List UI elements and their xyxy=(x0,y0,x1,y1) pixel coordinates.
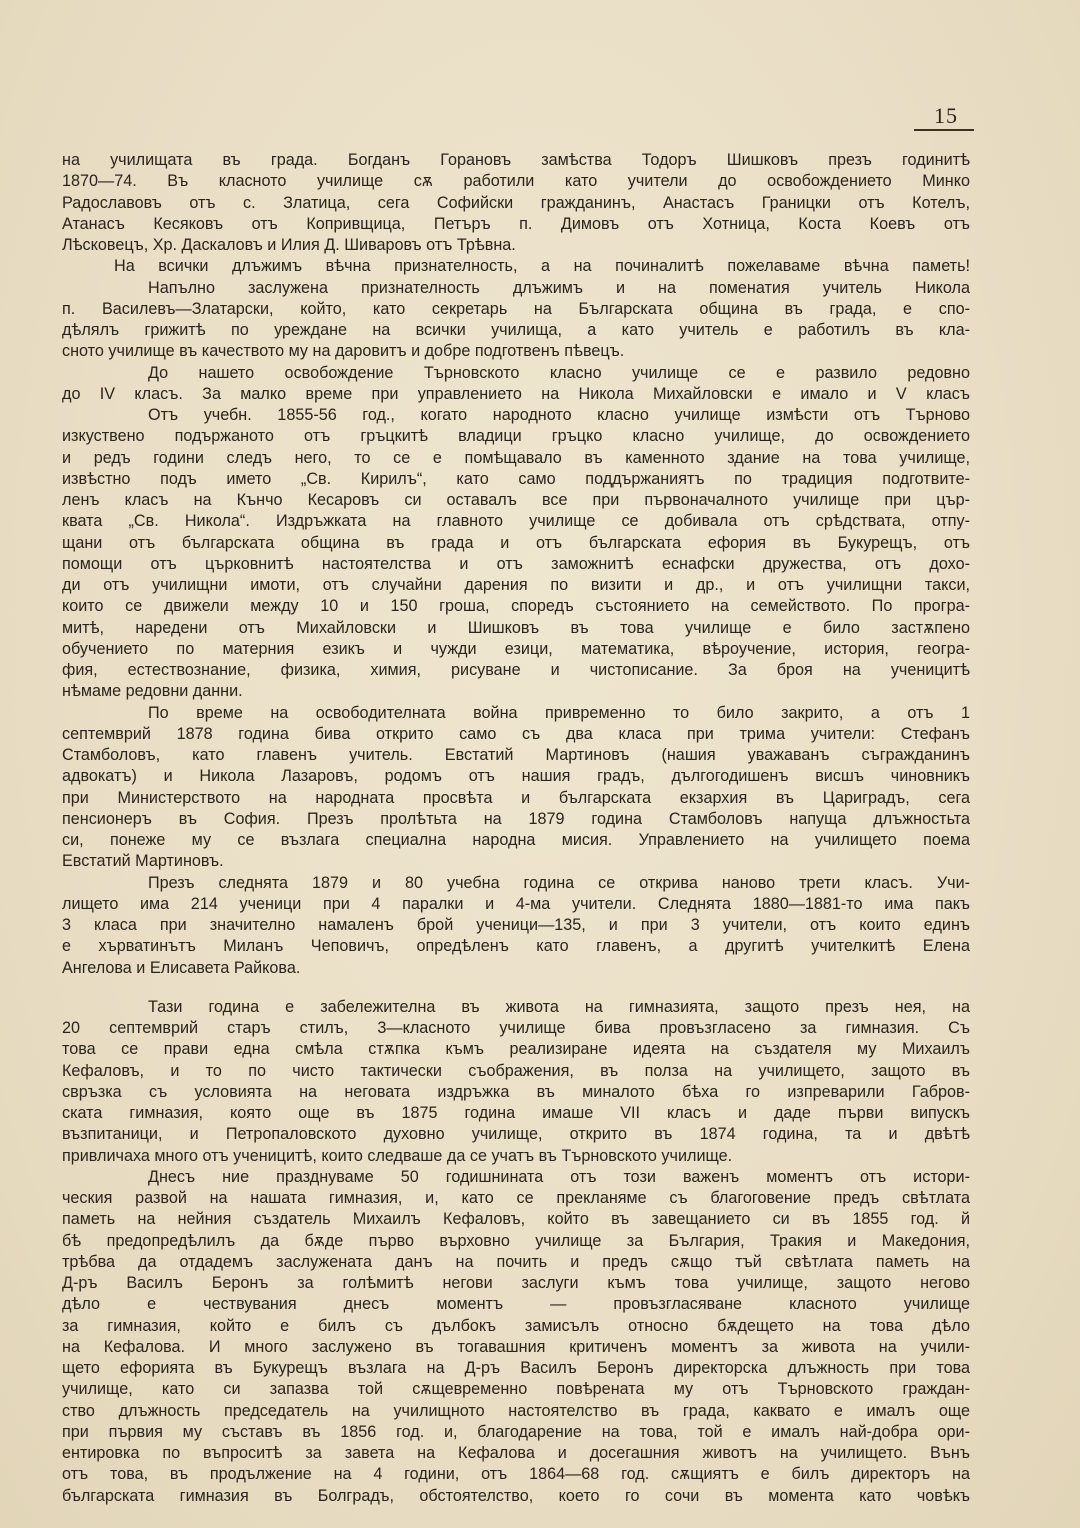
text-line: българската гимназия въ Болградъ, обстоятелство, което го сочи въ момента като човѣкъ xyxy=(62,1486,970,1505)
text-line: на Кефалова. И много заслужено въ тогавашния критиченъ моментъ за живота на учили- xyxy=(62,1337,970,1356)
text-line: възпитаници, и Петропаловското духовно училище, открито въ 1874 година, та и двѣтѣ xyxy=(62,1125,970,1144)
text-line: свръзка съ условията на неговата издръжка въ миналото бѣха го изпреварили Габров- xyxy=(62,1082,970,1101)
text-line: привличаха много отъ ученицитѣ, които следваше да се учатъ въ Търновското училище. xyxy=(62,1146,733,1165)
text-line: Стамболовъ, като главенъ учитель. Евстатий Мартиновъ (нашия уважаванъ съгражданинъ xyxy=(62,746,970,764)
text-line: щани отъ българската община въ града и отъ българската ефория въ Букурещъ, отъ xyxy=(62,533,970,552)
text-line: ската гимназия, която още въ 1875 година имаше VII класъ и даде първи випускъ xyxy=(62,1104,970,1122)
text-line: обучението по матерния езикъ и чужди езици, математика, вѣроучение, история, геогра- xyxy=(62,639,970,658)
text-line: сното училище въ качеството му на даровитъ и добре подготвенъ пѣвецъ. xyxy=(62,342,625,361)
text-line: На всички длъжимъ вѣчна признателность, а на починалитѣ пожелаваме вѣчна паметь! xyxy=(114,257,970,276)
text-line: дѣлялъ грижитѣ по уреждане на всички училища, а като учитель е работилъ въ кла- xyxy=(62,321,970,339)
text-line: и редъ години следъ него, то се е помѣщавало въ каменното здание на това училище, xyxy=(62,448,970,467)
text-line: извѣстно подъ името „Св. Кирилъ“, като само поддържаниятъ по традиция подготвите- xyxy=(62,469,970,488)
text-line: квата „Св. Никола“. Издръжката на главното училище се добивала отъ срѣдствата, отпу- xyxy=(62,512,970,531)
paragraph-gap xyxy=(62,979,970,997)
text-line: които се движели между 10 и 150 гроша, споредъ състоянието на семейството. По програ- xyxy=(62,597,970,616)
text-line: 20 септемврий старъ стилъ, 3—класното училище бива провъзгласено за гимназия. Съ xyxy=(62,1019,970,1037)
text-line: По време на освободителната война привременно то било закрито, а отъ 1 xyxy=(148,703,970,722)
text-line: бѣ предопредѣлилъ да бѫде първо върховно училище за България, Тракия и Македония, xyxy=(62,1231,970,1250)
text-line: До нашето освобождение Търновското класно училище се е развило редовно xyxy=(148,363,970,382)
text-line: трѣбва да отдадемъ заслужената данъ на почить и предъ сѫщо тъй свѣтлата паметь на xyxy=(62,1252,970,1271)
text-line: при първия му съставъ въ 1856 год. и, благодарение на това, той е ималъ най-добра ори- xyxy=(62,1422,970,1441)
text-line: помощи отъ църковнитѣ настоятелства и отъ заможнитѣ еснафски дружества, отъ дохо- xyxy=(62,554,970,573)
text-line: Евстатий Мартиновъ. xyxy=(62,852,224,871)
text-line: Днесъ ние празднуваме 50 годишнината отъ този важенъ моментъ отъ истори- xyxy=(148,1167,970,1186)
text-line: ство длъжность председатель на училищното настоятелство въ града, каквато е ималъ още xyxy=(62,1401,970,1420)
page-number-rule xyxy=(914,129,974,131)
text-line: септемврий 1878 година бива открито само съ два класа при трима учители: Стефанъ xyxy=(62,724,970,743)
text-line: щето ефорията въ Букурещъ възлага на Д-ръ Василъ Беронъ директорска длъжность при това xyxy=(62,1359,970,1377)
text-line: Кефаловъ, и то по чисто тактически съображения, въ полза на училището, защото въ xyxy=(62,1061,970,1080)
text-line: Презъ следнята 1879 и 80 учебна година се открива наново трети класъ. Учи- xyxy=(148,873,970,892)
body-text xyxy=(62,150,970,1507)
text-line: училище, като си запазва той сѫщевременно повѣрената му отъ Търновското граждан- xyxy=(62,1380,970,1399)
text-line: си, понеже му се възлага специална народна мисия. Управлението на училището поема xyxy=(62,831,970,849)
text-line: на училищата въ града. Богданъ Горановъ замѣства Тодоръ Шишковъ презъ годинитѣ xyxy=(62,151,970,169)
text-line: лището има 214 ученици при 4 паралки и 4-ма учители. Следнята 1880—1881-то има пакъ xyxy=(62,894,970,913)
text-line: Напълно заслужена признателность длъжимъ и на поменатия учитель Никола xyxy=(148,278,970,297)
text-line: митѣ, наредени отъ Михайловски и Шишковъ въ това училище е било застѫпено xyxy=(62,618,970,637)
text-line: пенсионеръ въ София. Презъ пролѣтьта на 1879 година Стамболовъ напуща длъжностьта xyxy=(62,809,970,828)
text-line: дѣло е чествувания днесъ моментъ — провъзгласяване класното училище xyxy=(62,1295,970,1314)
text-line: адвокатъ) и Никола Лазаровъ, родомъ отъ нашия градъ, дългогодишенъ висшъ чиновникъ xyxy=(62,767,970,786)
text-line: Д-ръ Василъ Беронъ за голѣмитѣ негови заслуги къмъ това училище, защото негово xyxy=(62,1274,970,1292)
text-line: фия, естествознание, физика, химия, рисуване и чистописание. За броя на ученицитѣ xyxy=(62,661,970,679)
text-line: Лѣсковецъ, Хр. Даскаловъ и Илия Д. Шиваровъ отъ Трѣвна. xyxy=(62,236,516,254)
text-line: ди отъ училищни имоти, отъ случайни дарения по визити и др., и отъ училищни такси, xyxy=(62,576,970,594)
text-line: паметь на нейния създатель Михаилъ Кефаловъ, който въ завещанието си въ 1855 год. й xyxy=(62,1210,970,1229)
text-line: Атанасъ Кесяковъ отъ Копривщица, Петъръ п. Димовъ отъ Хотница, Коста Коевъ отъ xyxy=(62,214,970,233)
text-line: до IV класъ. За малко време при управлението на Никола Михайловски е имало и V класъ xyxy=(62,384,970,403)
text-line: ленъ класъ на Кънчо Кесаровъ си оставалъ все при първоначалното училище при цър- xyxy=(62,491,970,509)
text-line: отъ това, въ продължение на 4 години, отъ 1864—68 год. сѫщиятъ е билъ директоръ на xyxy=(62,1465,970,1484)
text-line: Радославовъ отъ с. Златица, сега Софийски гражданинъ, Анастасъ Границки отъ Котелъ, xyxy=(62,193,970,212)
text-line: изкуствено подържаното отъ гръцкитѣ владици гръцко класно училище, до освождението xyxy=(62,427,970,446)
text-line: Тази година е забележителна въ живота на гимназията, защото презъ нея, на xyxy=(148,997,970,1016)
text-line: 1870—74. Въ класното училище сѫ работили като учители до освобождението Минко xyxy=(62,172,970,191)
text-line: Отъ учебн. 1855-56 год., когато народното класно училище измѣсти отъ Търново xyxy=(148,406,970,424)
text-line: при Министерството на народната просвѣта и българската екзархия въ Цариградъ, сега xyxy=(62,788,970,807)
page-number: 15 xyxy=(934,103,958,128)
text-line: п. Василевъ—Златарски, който, като секретарь на Българската община въ града, е спо- xyxy=(62,299,970,318)
text-line: ентировка по въпроситѣ за завета на Кефалова и досегашния животъ на училището. Вънъ xyxy=(62,1444,970,1462)
text-line: ческия развой на нашата гимназия, и, като се прекланяме съ благоговение предъ свѣтлата xyxy=(62,1189,970,1207)
text-line: това се прави една смѣла стѫпка къмъ реализиране идеята на създателя му Михаилъ xyxy=(62,1040,970,1059)
text-line: Ангелова и Елисавета Райкова. xyxy=(62,958,301,977)
text-line: за гимназия, който е билъ съ дълбокъ замисълъ относно бѫдещето на това дѣло xyxy=(62,1316,970,1335)
text-line: нѣмаме редовни данни. xyxy=(62,682,243,701)
text-line: е хърватинътъ Миланъ Чеповичъ, опредѣленъ като главенъ, а другитѣ учителкитѣ Елена xyxy=(62,937,970,956)
text-line: 3 класа при значително намаленъ брой ученици—135, и при 3 учители, отъ които единъ xyxy=(62,916,970,934)
